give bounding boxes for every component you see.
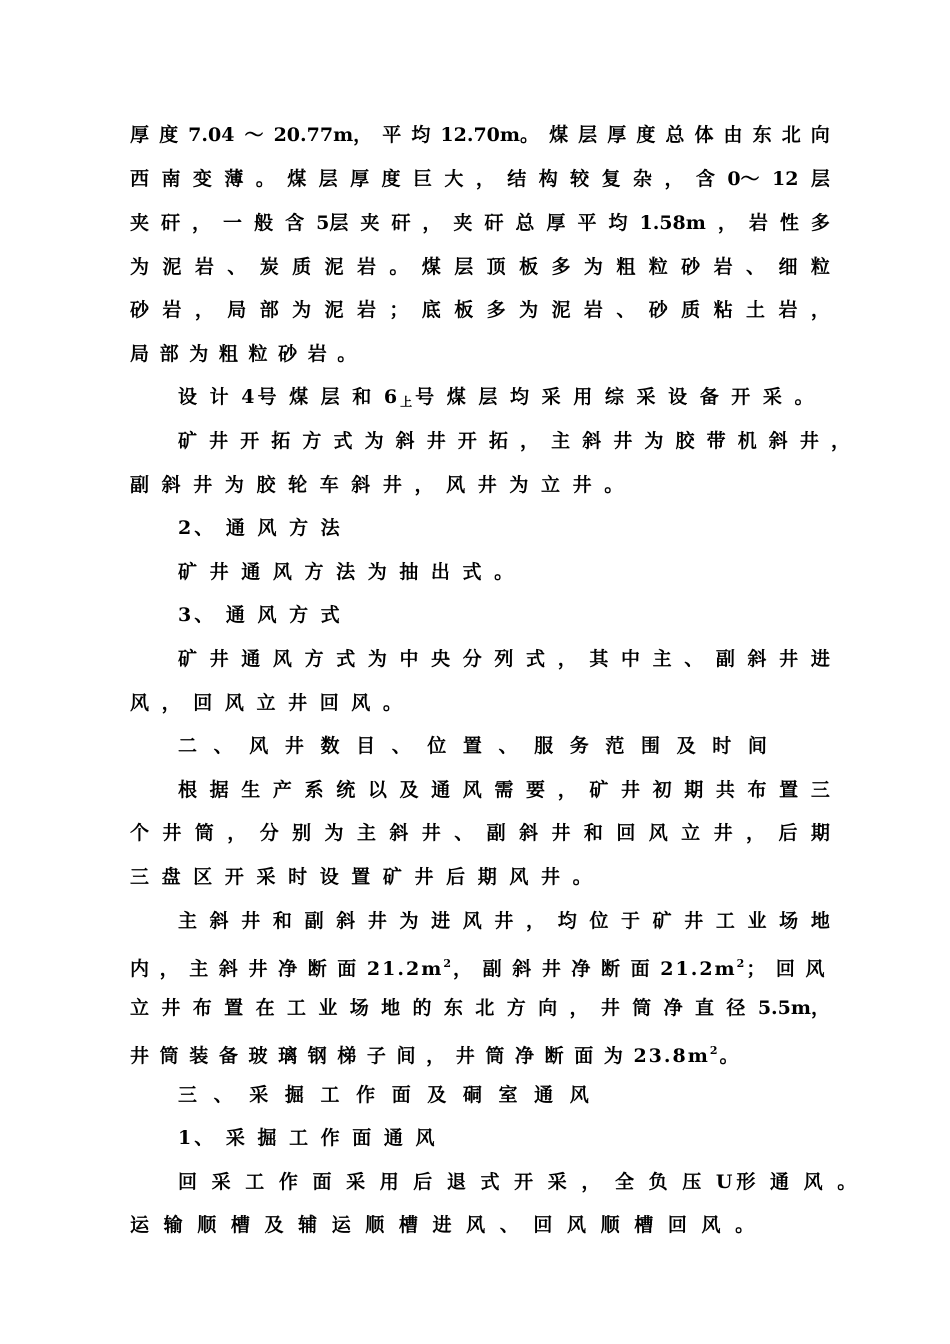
glyph-token: 开 [457,430,477,452]
glyph-token: 均 [557,910,577,932]
glyph-token: 含 [695,168,715,190]
glyph-token: 变 [192,168,212,190]
glyph-token: 拓 [488,430,508,452]
glyph-token: 方 [304,648,324,670]
glyph-token: 井 [551,822,571,844]
glyph-token: 煤 [287,168,307,190]
glyph-token: 系 [304,779,324,801]
glyph-token: 业 [747,910,767,932]
glyph-token: 置 [779,779,799,801]
glyph-token: 南 [161,168,181,190]
glyph-token: 总 [665,124,685,146]
glyph-token: 央 [431,648,451,670]
text-line: 运 输 顺 槽 及 辅 运 顺 槽 进 风 、 回 风 顺 槽 回 风 。 [130,1214,759,1236]
glyph-token: 产 [272,779,292,801]
glyph-token: 通 [431,779,451,801]
glyph-token: 井 [713,822,733,844]
glyph-token: 体 [694,124,714,146]
glyph-token: 12.70m。 [440,124,540,146]
glyph-token: 般 [254,212,274,234]
glyph-token: ， [569,997,589,1019]
text-line [130,1038,830,1067]
glyph-token: ， [557,648,577,670]
glyph-token: 主 [356,822,376,844]
text-line [178,428,850,454]
glyph-token: ， [475,168,495,190]
glyph-token: 分 [259,822,279,844]
glyph-token: 由 [723,124,743,146]
glyph-token: 井 [421,822,441,844]
text-line [130,210,830,236]
glyph-token: 细 [778,256,798,278]
glyph-token: 岩 [583,299,603,321]
glyph-token: 矸 [484,212,504,234]
glyph-token: 其 [589,648,609,670]
section-heading: 二 、 风 井 数 目 、 位 置 、 服 务 范 围 及 时 间 [178,735,772,757]
glyph-token: 斜 [209,910,229,932]
glyph-token: 副 [486,822,506,844]
glyph-token: 为 [399,910,419,932]
text-segment: 设 计 4号 煤 层 和 6 [178,386,401,408]
glyph-token: 为 [583,256,603,278]
glyph-token: 进 [431,910,451,932]
glyph-token: 方 [506,997,526,1019]
glyph-token: 5.5m， [757,997,830,1019]
text-line [130,122,830,148]
glyph-token: 进 [810,648,830,670]
glyph-token: ， [526,910,546,932]
glyph-token: 顶 [486,256,506,278]
glyph-token: 炭 [259,256,279,278]
glyph-token: 后 [778,822,798,844]
glyph-token: 地 [810,910,830,932]
text-line: 副 斜 井 为 胶 轮 车 斜 井 ， 风 井 为 立 井 。 [130,474,627,496]
glyph-token: 筒 [194,822,214,844]
text-line [130,951,830,980]
text-line [130,254,830,280]
glyph-token: 东 [752,124,772,146]
glyph-token: 较 [570,168,590,190]
glyph-token: ， [664,168,684,190]
glyph-token: 主 [178,910,198,932]
text-line [178,384,830,410]
superscript: 2 [736,957,747,970]
section-heading: 2、 通 风 方 法 [178,517,343,539]
glyph-token: 板 [454,299,474,321]
glyph-token: 砂 [648,299,668,321]
glyph-token: 要 [526,779,546,801]
glyph-token: 初 [652,779,672,801]
section-heading: 三 、 采 掘 工 作 面 及 硐 室 通 风 [178,1084,594,1106]
glyph-token: 东 [443,997,463,1019]
subscript: 上 [400,395,416,409]
glyph-token: 北 [781,124,801,146]
glyph-token: 井 [779,648,799,670]
glyph-token: ， [557,779,577,801]
glyph-token: 副 [304,910,324,932]
glyph-token: 风 [462,779,482,801]
glyph-token: 矿 [652,910,672,932]
glyph-token: 通 [241,648,261,670]
glyph-token: 净 [663,997,683,1019]
glyph-token: 开 [240,430,260,452]
text-line: 风 ， 回 风 立 井 回 风 。 [130,692,405,714]
glyph-token: 于 [620,910,640,932]
glyph-token: 、 [746,256,766,278]
glyph-token: 需 [494,779,514,801]
text-line: 矿 井 通 风 方 法 为 抽 出 式 。 [178,561,517,583]
glyph-token: 和 [583,822,603,844]
glyph-token: 式 [336,648,356,670]
glyph-token: 立 [130,997,150,1019]
text-line [130,995,830,1021]
text-segment: ， 副 斜 井 净 断 面 21.2m [452,958,737,980]
glyph-token: 共 [715,779,735,801]
text-segment: 号 煤 层 均 采 用 综 采 设 备 开 采 。 [415,386,817,408]
glyph-token: 矿 [589,779,609,801]
glyph-token: 回 [616,822,636,844]
glyph-token: 布 [747,779,767,801]
glyph-token: 岩 [748,212,768,234]
glyph-token: 统 [336,779,356,801]
glyph-token: 井 [367,910,387,932]
glyph-token: 土 [746,299,766,321]
glyph-token: 岩 [356,299,376,321]
glyph-token: 平 [577,212,597,234]
glyph-token: 生 [241,779,261,801]
glyph-token: ， [227,822,247,844]
glyph-token: 、 [227,256,247,278]
glyph-token: 杂 [633,168,653,190]
glyph-token: 位 [589,910,609,932]
glyph-token: 井 [209,430,229,452]
glyph-token: 薄 [224,168,244,190]
glyph-token: 斜 [768,430,788,452]
glyph-token: 井 [241,910,261,932]
glyph-token: 向 [538,997,558,1019]
glyph-token: 泥 [162,256,182,278]
glyph-token: 质 [292,256,312,278]
text-segment: 井 筒 装 备 玻 璃 钢 梯 子 间 ， 井 筒 净 断 面 为 23.8m [130,1045,710,1067]
glyph-token: 巨 [412,168,432,190]
glyph-token: 和 [272,910,292,932]
glyph-token: 。 [255,168,275,190]
text-line [178,908,830,934]
glyph-token: 厚 [350,168,370,190]
glyph-token: ； [389,299,409,321]
glyph-token: 夹 [130,212,150,234]
glyph-token: 层 [810,168,830,190]
glyph-token: 为 [519,299,539,321]
glyph-token: 平 [382,124,402,146]
glyph-token: 砂 [130,299,150,321]
glyph-token: 0～ [727,168,760,190]
glyph-token: 粒 [648,256,668,278]
text-line [130,820,830,846]
glyph-token: 的 [412,997,432,1019]
glyph-token: 泥 [551,299,571,321]
glyph-token: 均 [608,212,628,234]
glyph-token: 煤 [549,124,569,146]
glyph-token: 结 [507,168,527,190]
glyph-token: ～ [244,124,264,146]
glyph-token: 式 [333,430,353,452]
superscript: 2 [709,1044,720,1057]
glyph-token: 中 [620,648,640,670]
glyph-token: 。 [389,256,409,278]
text-line: 局 部 为 粗 粒 砂 岩 。 [130,343,359,365]
glyph-token: 斜 [336,910,356,932]
glyph-token: 5层 [316,212,349,234]
glyph-token: 及 [399,779,419,801]
glyph-token: 立 [681,822,701,844]
glyph-token: 斜 [747,648,767,670]
glyph-token: 径 [726,997,746,1019]
glyph-token: 置 [224,997,244,1019]
glyph-token: 砂 [681,256,701,278]
glyph-token: 部 [259,299,279,321]
glyph-token: 副 [715,648,735,670]
text-line [178,646,830,672]
glyph-token: 性 [779,212,799,234]
glyph-token: 1.58m [639,212,706,234]
glyph-token: 厚 [130,124,150,146]
glyph-token: 为 [364,430,384,452]
glyph-token: 井 [209,648,229,670]
glyph-token: 底 [421,299,441,321]
glyph-token: 北 [475,997,495,1019]
glyph-token: 含 [285,212,305,234]
glyph-token: 夹 [360,212,380,234]
glyph-token: 粘 [713,299,733,321]
glyph-token: 斜 [519,822,539,844]
text-line: 三 盘 区 开 采 时 设 置 矿 井 后 期 风 井 。 [130,866,595,888]
glyph-token: 中 [399,648,419,670]
text-segment: ； 回 风 [746,958,827,980]
glyph-token: 质 [681,299,701,321]
section-heading: 3、 通 风 方 式 [178,604,343,626]
glyph-token: 复 [601,168,621,190]
glyph-token: 矸 [391,212,411,234]
glyph-token: 风 [648,822,668,844]
glyph-token: 地 [381,997,401,1019]
glyph-token: 煤 [421,256,441,278]
glyph-token: 别 [292,822,312,844]
glyph-token: 带 [706,430,726,452]
glyph-token: 大 [444,168,464,190]
section-heading: 1、 采 掘 工 作 面 通 风 [178,1127,438,1149]
glyph-token: 板 [519,256,539,278]
glyph-token: 层 [578,124,598,146]
glyph-token: 度 [381,168,401,190]
glyph-token: 根 [178,779,198,801]
glyph-token: 井 [161,997,181,1019]
glyph-token: 井 [799,430,819,452]
text-segment: 。 [719,1045,741,1067]
glyph-token: 层 [454,256,474,278]
text-line [130,166,830,192]
glyph-token: 泥 [324,299,344,321]
glyph-token: 场 [349,997,369,1019]
glyph-token: 斜 [395,430,415,452]
glyph-token: 主 [652,648,672,670]
glyph-token: 风 [272,648,292,670]
glyph-token: 泥 [324,256,344,278]
glyph-token: 夹 [453,212,473,234]
glyph-token: 20.77m， [273,124,373,146]
glyph-token: 筒 [632,997,652,1019]
glyph-token: ， [746,822,766,844]
glyph-token: 在 [255,997,275,1019]
glyph-token: 岩 [194,256,214,278]
glyph-token: 一 [223,212,243,234]
glyph-token: 式 [526,648,546,670]
glyph-token: 粗 [616,256,636,278]
text-line: 回 采 工 作 面 采 用 后 退 式 开 采 ， 全 负 压 U形 通 风 。 [178,1171,861,1193]
glyph-token: 岩 [162,299,182,321]
glyph-token: 构 [538,168,558,190]
glyph-token: 井 [494,910,514,932]
glyph-token: 矿 [178,648,198,670]
glyph-token: 为 [324,822,344,844]
glyph-token: 分 [462,648,482,670]
glyph-token: 拓 [271,430,291,452]
glyph-token: 厚 [546,212,566,234]
glyph-token: 布 [192,997,212,1019]
glyph-token: 井 [600,997,620,1019]
glyph-token: 向 [810,124,830,146]
glyph-token: 、 [454,822,474,844]
glyph-token: 为 [644,430,664,452]
glyph-token: ， [830,430,850,452]
glyph-token: 井 [613,430,633,452]
text-line [178,777,830,803]
glyph-token: 机 [737,430,757,452]
glyph-token: 多 [551,256,571,278]
glyph-token: 局 [227,299,247,321]
glyph-token: 场 [779,910,799,932]
glyph-token: 均 [411,124,431,146]
glyph-token: 7.04 [188,124,235,146]
glyph-token: 、 [684,648,704,670]
glyph-token: ， [520,430,540,452]
glyph-token: 业 [318,997,338,1019]
glyph-token: 矿 [178,430,198,452]
glyph-token: ， [717,212,737,234]
superscript: 2 [443,957,453,970]
glyph-token: ， [810,299,830,321]
glyph-token: 井 [684,910,704,932]
glyph-token: 三 [810,779,830,801]
glyph-token: 度 [159,124,179,146]
glyph-token: 西 [130,168,150,190]
glyph-token: 主 [551,430,571,452]
glyph-token: 方 [302,430,322,452]
glyph-token: 岩 [778,299,798,321]
glyph-token: 多 [810,212,830,234]
glyph-token: ， [422,212,442,234]
glyph-token: 度 [636,124,656,146]
glyph-token: 列 [494,648,514,670]
glyph-token: 为 [367,648,387,670]
glyph-token: 期 [684,779,704,801]
glyph-token: 为 [130,256,150,278]
glyph-token: ， [192,212,212,234]
glyph-token: 风 [462,910,482,932]
glyph-token: 、 [616,299,636,321]
glyph-token: 斜 [582,430,602,452]
glyph-token: 据 [209,779,229,801]
text-line [130,297,830,323]
glyph-token: 为 [292,299,312,321]
glyph-token: 岩 [713,256,733,278]
glyph-token: 井 [162,822,182,844]
glyph-token: 个 [130,822,150,844]
glyph-token: 以 [367,779,387,801]
glyph-token: ， [194,299,214,321]
glyph-token: 期 [810,822,830,844]
glyph-token: 斜 [389,822,409,844]
glyph-token: 总 [515,212,535,234]
glyph-token: 粒 [810,256,830,278]
glyph-token: 工 [286,997,306,1019]
glyph-token: 厚 [607,124,627,146]
glyph-token: 工 [715,910,735,932]
glyph-token: 矸 [161,212,181,234]
glyph-token: 直 [695,997,715,1019]
glyph-token: 多 [486,299,506,321]
glyph-token: 井 [426,430,446,452]
glyph-token: 12 [771,168,799,190]
glyph-token: 岩 [356,256,376,278]
glyph-token: 井 [620,779,640,801]
glyph-token: 层 [318,168,338,190]
text-segment: 内 ， 主 斜 井 净 断 面 21.2m [130,958,444,980]
glyph-token: 胶 [675,430,695,452]
